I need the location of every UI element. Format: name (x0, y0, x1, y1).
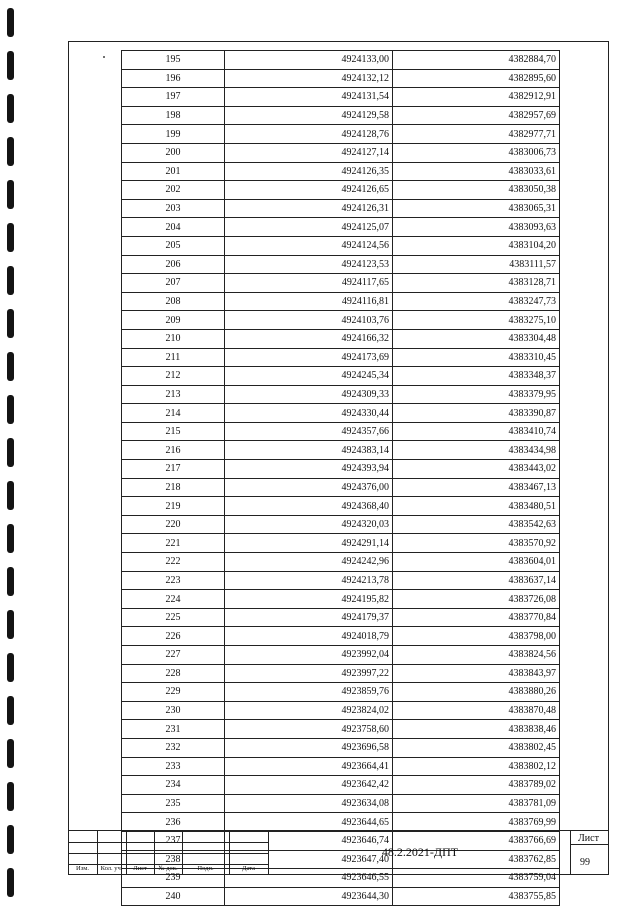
binding-ring (7, 739, 14, 768)
table-row (122, 738, 560, 757)
binding-ring (7, 825, 14, 854)
x-coordinate-cell: 4924330,44 (225, 404, 393, 423)
point-number-cell: 236 (122, 813, 225, 832)
point-number-cell: 220 (122, 515, 225, 534)
x-coordinate-cell: 4924357,66 (225, 422, 393, 441)
y-coordinate-cell: 4383348,37 (393, 367, 560, 386)
y-coordinate-cell: 4383390,87 (393, 404, 560, 423)
y-coordinate-cell: 4383410,74 (393, 422, 560, 441)
y-coordinate-cell: 4383050,38 (393, 181, 560, 200)
binding-ring (7, 438, 14, 467)
table-row (122, 181, 560, 200)
x-coordinate-cell: 4924124,56 (225, 236, 393, 255)
y-coordinate-cell: 4383128,71 (393, 274, 560, 293)
point-number-cell: 234 (122, 776, 225, 795)
y-coordinate-cell: 4383798,00 (393, 627, 560, 646)
y-coordinate-cell: 4383570,92 (393, 534, 560, 553)
point-number-cell: 207 (122, 274, 225, 293)
table-row (122, 608, 560, 627)
point-number-cell: 216 (122, 441, 225, 460)
point-number-cell: 235 (122, 794, 225, 813)
x-coordinate-cell: 4923634,08 (225, 794, 393, 813)
y-coordinate-cell: 4383467,13 (393, 478, 560, 497)
table-row (122, 534, 560, 553)
y-coordinate-cell: 4383870,48 (393, 701, 560, 720)
table-row (122, 794, 560, 813)
binding-ring (7, 868, 14, 897)
y-coordinate-cell: 4382895,60 (393, 69, 560, 88)
y-coordinate-cell: 4383480,51 (393, 497, 560, 516)
x-coordinate-cell: 4924133,00 (225, 51, 393, 70)
binding-ring (7, 782, 14, 811)
point-number-cell: 228 (122, 664, 225, 683)
point-number-cell: 222 (122, 553, 225, 572)
y-coordinate-cell: 4383006,73 (393, 143, 560, 162)
table-row (122, 627, 560, 646)
point-number-cell: 210 (122, 329, 225, 348)
table-row (122, 69, 560, 88)
y-coordinate-cell: 4383275,10 (393, 311, 560, 330)
label-podp: Подп. (197, 865, 214, 872)
table-row (122, 385, 560, 404)
table-row (122, 199, 560, 218)
table-row (122, 478, 560, 497)
point-number-cell: 238 (122, 850, 225, 869)
y-coordinate-cell: 4383726,08 (393, 590, 560, 609)
y-coordinate-cell: 4382912,91 (393, 88, 560, 107)
binding-ring (7, 653, 14, 682)
point-number-cell: 212 (122, 367, 225, 386)
point-number-cell: 231 (122, 720, 225, 739)
y-coordinate-cell: 4382957,69 (393, 106, 560, 125)
table-row (122, 292, 560, 311)
binding-ring (7, 567, 14, 596)
point-number-cell: 229 (122, 683, 225, 702)
x-coordinate-cell: 4923644,65 (225, 813, 393, 832)
table-row (122, 664, 560, 683)
table-row (122, 348, 560, 367)
y-coordinate-cell: 4383802,45 (393, 738, 560, 757)
x-coordinate-cell: 4924173,69 (225, 348, 393, 367)
y-coordinate-cell: 4383824,56 (393, 646, 560, 665)
point-number-cell: 214 (122, 404, 225, 423)
x-coordinate-cell: 4924320,03 (225, 515, 393, 534)
table-row (122, 367, 560, 386)
point-number-cell: 232 (122, 738, 225, 757)
y-coordinate-cell: 4383838,46 (393, 720, 560, 739)
point-number-cell: 240 (122, 887, 225, 906)
y-coordinate-cell: 4382977,71 (393, 125, 560, 144)
x-coordinate-cell: 4924132,12 (225, 69, 393, 88)
label-izm: Изм. (76, 865, 89, 872)
table-row (122, 515, 560, 534)
binding-ring (7, 8, 14, 37)
point-number-cell: 203 (122, 199, 225, 218)
x-coordinate-cell: 4924393,94 (225, 460, 393, 479)
point-number-cell: 233 (122, 757, 225, 776)
table-row (122, 776, 560, 795)
binding-ring (7, 610, 14, 639)
point-number-cell: 213 (122, 385, 225, 404)
point-number-cell: 230 (122, 701, 225, 720)
x-coordinate-cell: 4924245,34 (225, 367, 393, 386)
x-coordinate-cell: 4923758,60 (225, 720, 393, 739)
sheet-label: Лист (578, 833, 599, 844)
point-number-cell: 198 (122, 106, 225, 125)
point-number-cell: 206 (122, 255, 225, 274)
x-coordinate-cell: 4923642,42 (225, 776, 393, 795)
table-row (122, 646, 560, 665)
binding-ring (7, 180, 14, 209)
point-number-cell: 223 (122, 571, 225, 590)
table-row (122, 311, 560, 330)
binding-ring (7, 524, 14, 553)
x-coordinate-cell: 4924309,33 (225, 385, 393, 404)
point-number-cell: 201 (122, 162, 225, 181)
label-n-dok: № док. (158, 865, 178, 872)
point-number-cell: 205 (122, 236, 225, 255)
x-coordinate-cell: 4924291,14 (225, 534, 393, 553)
x-coordinate-cell: 4924213,78 (225, 571, 393, 590)
y-coordinate-cell: 4383304,48 (393, 329, 560, 348)
y-coordinate-cell: 4383759,04 (393, 869, 560, 888)
y-coordinate-cell: 4383542,63 (393, 515, 560, 534)
point-number-cell: 227 (122, 646, 225, 665)
table-row (122, 404, 560, 423)
point-number-cell: 199 (122, 125, 225, 144)
table-row (122, 51, 560, 70)
x-coordinate-cell: 4923647,40 (225, 850, 393, 869)
binding-ring (7, 94, 14, 123)
label-list: Лист (133, 865, 147, 872)
x-coordinate-cell: 4923664,41 (225, 757, 393, 776)
y-coordinate-cell: 4382884,70 (393, 51, 560, 70)
y-coordinate-cell: 4383443,02 (393, 460, 560, 479)
point-number-cell: 195 (122, 51, 225, 70)
x-coordinate-cell: 4924126,35 (225, 162, 393, 181)
y-coordinate-cell: 4383880,26 (393, 683, 560, 702)
table-row (122, 125, 560, 144)
point-number-cell: 217 (122, 460, 225, 479)
table-row (122, 571, 560, 590)
point-number-cell: 218 (122, 478, 225, 497)
stray-mark (103, 56, 105, 58)
x-coordinate-cell: 4923696,58 (225, 738, 393, 757)
table-row (122, 106, 560, 125)
x-coordinate-cell: 4923824,02 (225, 701, 393, 720)
y-coordinate-cell: 4383604,01 (393, 553, 560, 572)
coordinates-table-body (122, 51, 560, 906)
x-coordinate-cell: 4924128,76 (225, 125, 393, 144)
table-row (122, 218, 560, 237)
x-coordinate-cell: 4924195,82 (225, 590, 393, 609)
table-row (122, 497, 560, 516)
x-coordinate-cell: 4924131,54 (225, 88, 393, 107)
binding-ring (7, 51, 14, 80)
y-coordinate-cell: 4383033,61 (393, 162, 560, 181)
table-row (122, 720, 560, 739)
x-coordinate-cell: 4924383,14 (225, 441, 393, 460)
point-number-cell: 215 (122, 422, 225, 441)
binding-ring (7, 352, 14, 381)
y-coordinate-cell: 4383434,98 (393, 441, 560, 460)
table-row (122, 590, 560, 609)
y-coordinate-cell: 4383770,84 (393, 608, 560, 627)
x-coordinate-cell: 4924179,37 (225, 608, 393, 627)
point-number-cell: 219 (122, 497, 225, 516)
point-number-cell: 225 (122, 608, 225, 627)
y-coordinate-cell: 4383769,99 (393, 813, 560, 832)
point-number-cell: 224 (122, 590, 225, 609)
y-coordinate-cell: 4383766,69 (393, 831, 560, 850)
x-coordinate-cell: 4924166,32 (225, 329, 393, 348)
y-coordinate-cell: 4383762,85 (393, 850, 560, 869)
y-coordinate-cell: 4383379,95 (393, 385, 560, 404)
table-row (122, 162, 560, 181)
binding-ring (7, 696, 14, 725)
point-number-cell: 202 (122, 181, 225, 200)
table-row (122, 813, 560, 832)
y-coordinate-cell: 4383310,45 (393, 348, 560, 367)
x-coordinate-cell: 4923992,04 (225, 646, 393, 665)
x-coordinate-cell: 4924376,00 (225, 478, 393, 497)
y-coordinate-cell: 4383843,97 (393, 664, 560, 683)
x-coordinate-cell: 4923644,30 (225, 887, 393, 906)
x-coordinate-cell: 4923646,74 (225, 831, 393, 850)
point-number-cell: 237 (122, 831, 225, 850)
table-row (122, 329, 560, 348)
y-coordinate-cell: 4383065,31 (393, 199, 560, 218)
point-number-cell: 239 (122, 869, 225, 888)
table-row (122, 460, 560, 479)
point-number-cell: 200 (122, 143, 225, 162)
point-number-cell: 211 (122, 348, 225, 367)
y-coordinate-cell: 4383104,20 (393, 236, 560, 255)
binding-ring (7, 266, 14, 295)
table-row (122, 553, 560, 572)
table-row (122, 441, 560, 460)
x-coordinate-cell: 4924103,76 (225, 311, 393, 330)
y-coordinate-cell: 4383093,63 (393, 218, 560, 237)
table-row (122, 422, 560, 441)
x-coordinate-cell: 4924123,53 (225, 255, 393, 274)
x-coordinate-cell: 4923646,55 (225, 869, 393, 888)
x-coordinate-cell: 4924127,14 (225, 143, 393, 162)
table-row (122, 143, 560, 162)
y-coordinate-cell: 4383247,73 (393, 292, 560, 311)
x-coordinate-cell: 4924125,07 (225, 218, 393, 237)
table-row (122, 701, 560, 720)
table-row (122, 274, 560, 293)
x-coordinate-cell: 4924117,65 (225, 274, 393, 293)
x-coordinate-cell: 4924129,58 (225, 106, 393, 125)
label-data: Дата (242, 865, 255, 872)
binding-ring (7, 223, 14, 252)
point-number-cell: 221 (122, 534, 225, 553)
y-coordinate-cell: 4383789,02 (393, 776, 560, 795)
y-coordinate-cell: 4383781,09 (393, 794, 560, 813)
document-code: 48.2.2021-ДПТ (381, 845, 459, 859)
point-number-cell: 208 (122, 292, 225, 311)
x-coordinate-cell: 4924368,40 (225, 497, 393, 516)
table-row (122, 887, 560, 906)
coordinates-table (121, 50, 560, 906)
x-coordinate-cell: 4924116,81 (225, 292, 393, 311)
table-row (122, 255, 560, 274)
label-kol-uch: Кол. уч. (100, 865, 123, 872)
table-row (122, 683, 560, 702)
sheet-number: 99 (580, 857, 590, 868)
x-coordinate-cell: 4924242,96 (225, 553, 393, 572)
x-coordinate-cell: 4923997,22 (225, 664, 393, 683)
y-coordinate-cell: 4383637,14 (393, 571, 560, 590)
binding-ring (7, 137, 14, 166)
table-row (122, 88, 560, 107)
point-number-cell: 204 (122, 218, 225, 237)
y-coordinate-cell: 4383111,57 (393, 255, 560, 274)
binding-ring (7, 309, 14, 338)
table-row (122, 757, 560, 776)
x-coordinate-cell: 4924126,31 (225, 199, 393, 218)
binding-ring (7, 481, 14, 510)
binding-rings (4, 0, 18, 905)
x-coordinate-cell: 4924018,79 (225, 627, 393, 646)
point-number-cell: 209 (122, 311, 225, 330)
y-coordinate-cell: 4383802,12 (393, 757, 560, 776)
point-number-cell: 226 (122, 627, 225, 646)
point-number-cell: 197 (122, 88, 225, 107)
table-row (122, 236, 560, 255)
binding-ring (7, 395, 14, 424)
x-coordinate-cell: 4924126,65 (225, 181, 393, 200)
point-number-cell: 196 (122, 69, 225, 88)
x-coordinate-cell: 4923859,76 (225, 683, 393, 702)
y-coordinate-cell: 4383755,85 (393, 887, 560, 906)
